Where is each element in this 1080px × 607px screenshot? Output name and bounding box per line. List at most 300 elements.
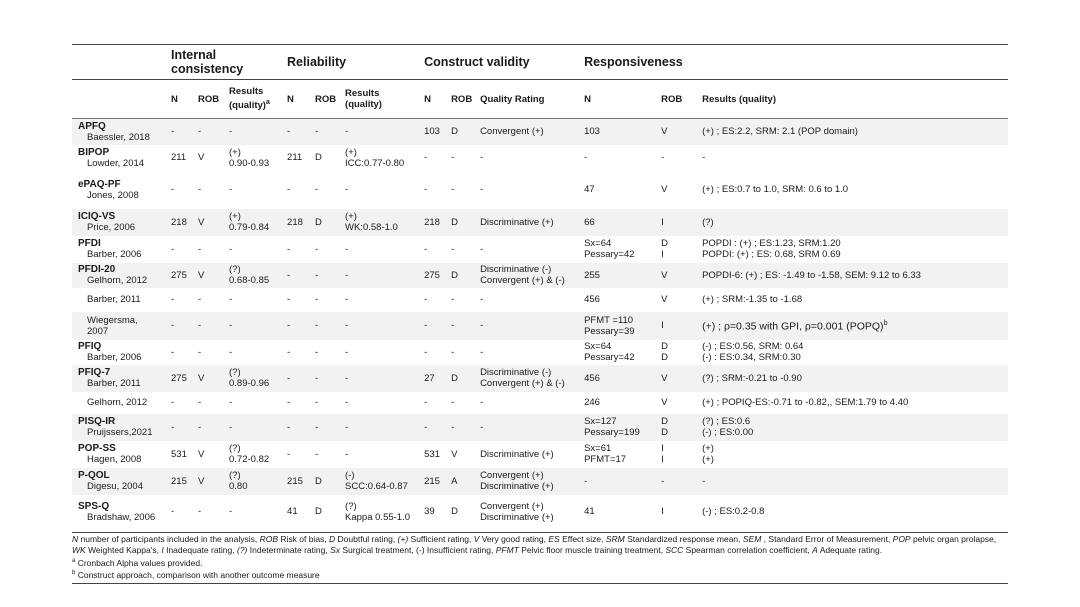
cv-n-value: 27 [424, 372, 435, 384]
cv-rob-header: ROB [445, 80, 474, 119]
resp-results-value-line2: (+) [702, 454, 714, 465]
abbreviation-meaning: pelvic organ prolapse, [910, 533, 997, 544]
resp-rob-value: - [661, 475, 665, 487]
abbreviation-key: WK [72, 544, 86, 555]
table-row [72, 441, 1008, 468]
resp-rob-cell [655, 414, 696, 441]
cv-rating-value: - [480, 243, 484, 255]
ic-rob-cell [192, 365, 223, 392]
ic-results-cell [223, 145, 281, 171]
instrument-cell [72, 392, 165, 414]
resp-rob-value: D [661, 341, 668, 352]
cv-rating-cell [474, 414, 578, 441]
resp-n-value-line2: Pessary=42 [584, 249, 635, 260]
ic-results-cell [223, 365, 281, 392]
instrument-name: APFQ [78, 120, 106, 132]
resp-n-value: 255 [584, 269, 600, 281]
ic-results-cell [223, 288, 281, 312]
cv-n-header: N [418, 80, 445, 119]
rel-rob-cell [309, 392, 339, 414]
cv-rob-value: D [451, 372, 458, 384]
ic-rob-cell [192, 145, 223, 171]
study-author-year: 2007 [87, 325, 109, 337]
rel-rob-value: - [315, 397, 319, 408]
ic-n-value: - [171, 421, 175, 433]
footnote-b: $^b$ Construct approach, comparison with another outcome measure [72, 570, 320, 581]
resp-results-cell [696, 392, 1008, 414]
ic-rob-value: - [198, 421, 202, 433]
rel-n-value: - [287, 372, 291, 384]
resp-n-cell [578, 495, 655, 529]
ic-rob-header: ROB [192, 80, 223, 119]
cv-n-cell [418, 119, 445, 145]
rel-rob-cell [309, 145, 339, 171]
ic-results-value: - [229, 294, 233, 305]
ic-results-cell [223, 441, 281, 468]
study-author: Barber, 2006 [87, 249, 142, 260]
ic-results-value: - [229, 421, 233, 433]
ic-results-value-line2: 0.72-0.82 [229, 454, 270, 465]
cv-n-value: - [424, 152, 428, 163]
ic-n-cell [165, 263, 192, 288]
ic-n-cell [165, 468, 192, 495]
ic-rob-value: - [198, 397, 202, 408]
abbreviation-key: ROB [259, 533, 278, 544]
cv-n-value: 39 [424, 506, 435, 517]
ic-results-cell [223, 468, 281, 495]
cv-rating-value: Convergent (+) [480, 500, 544, 512]
cv-rob-cell [445, 392, 474, 414]
rel-rob-value: D [315, 506, 322, 517]
ic-results-value: (?) [229, 367, 241, 378]
ic-n-cell [165, 171, 192, 209]
ic-rob-value: V [198, 269, 205, 281]
study-author: Lowder, 2014 [87, 157, 145, 169]
rel-n-value: - [287, 320, 291, 331]
rel-n-cell [281, 312, 309, 340]
cv-n-value: - [424, 184, 428, 195]
ic-n-value: - [171, 294, 175, 305]
instrument-cell [72, 414, 165, 441]
group-header-blank [72, 45, 165, 80]
resp-n-value: 41 [584, 506, 595, 517]
ic-n-cell [165, 340, 192, 365]
ic-n-cell [165, 495, 192, 529]
cv-n-value: - [424, 320, 428, 331]
ic-results-value: - [229, 184, 233, 195]
rel-rob-value: - [315, 421, 319, 433]
resp-rob-header: ROB [655, 80, 696, 119]
resp-n-value: - [584, 475, 588, 487]
cv-rob-cell [445, 441, 474, 468]
rel-results-value-line2: Kappa 0.55-1.0 [345, 511, 411, 523]
ic-results-value-line2: 0.80 [229, 481, 248, 492]
instrument-name: PISQ-IR [78, 416, 116, 427]
cv-rating-cell [474, 365, 578, 392]
instrument-name: PFDI-20 [78, 264, 116, 275]
cv-rob-value: D [451, 126, 458, 138]
ic-results-cell [223, 171, 281, 209]
resp-results-value: (+) ; ρ=0.35 with GPI, ρ=0.001 (POPQ) [702, 320, 884, 333]
instrument-cell [72, 312, 165, 340]
rel-rob-value: - [315, 294, 319, 305]
resp-n-value: 456 [584, 294, 600, 305]
abbreviation-meaning: Indeterminate rating, [247, 544, 331, 555]
ic-rob-value: - [198, 346, 202, 358]
ic-results-value-line2: 0.89-0.96 [229, 378, 270, 389]
resp-results-value: (-) ; ES:0.56, SRM: 0.64 [702, 341, 804, 352]
table-row [72, 312, 1008, 340]
instrument-cell [72, 145, 165, 171]
cv-n-cell [418, 468, 445, 495]
resp-n-value: 246 [584, 397, 600, 408]
abbreviation-key: D [329, 533, 336, 544]
cv-rob-value: D [451, 216, 458, 228]
abbreviation-meaning: number of participants included in the analysis, [78, 533, 260, 544]
cv-rating-cell [474, 119, 578, 145]
resp-results-cell [696, 145, 1008, 171]
resp-rob-value-line2: D [661, 427, 668, 438]
cv-rating-cell [474, 312, 578, 340]
resp-results-cell [696, 468, 1008, 495]
resp-n-cell [578, 236, 655, 263]
resp-rob-value: I [661, 443, 664, 454]
abbreviation-key: SCC [665, 544, 684, 555]
rel-rob-cell [309, 119, 339, 145]
ic-n-cell [165, 441, 192, 468]
resp-n-cell [578, 171, 655, 209]
instrument-name: SPS-Q [78, 500, 110, 512]
resp-rob-value: I [661, 320, 664, 331]
ic-n-value: 275 [171, 269, 187, 281]
cv-rating-value: - [480, 184, 484, 195]
cv-rating-cell [474, 171, 578, 209]
rel-results-cell [339, 495, 418, 529]
resp-results-value: - [702, 475, 706, 487]
psychometric-properties-table [72, 44, 1008, 529]
ic-rob-cell [192, 468, 223, 495]
rel-rob-cell [309, 312, 339, 340]
resp-rob-value: V [661, 294, 668, 305]
ic-n-value: 275 [171, 372, 187, 384]
rel-results-value: - [345, 372, 349, 384]
rel-results-value: - [345, 421, 349, 433]
table-row [72, 288, 1008, 312]
ic-rob-cell [192, 288, 223, 312]
cv-n-value: - [424, 421, 428, 433]
rel-n-cell [281, 414, 309, 441]
instrument-cell [72, 209, 165, 236]
resp-n-value-line2: Pessary=39 [584, 325, 635, 337]
abbreviation-key: PFMT [495, 544, 519, 555]
rel-n-value: - [287, 397, 291, 408]
abbreviation-meaning: Surgical treatment, (-) Insufficient rating, [340, 544, 496, 555]
abbreviation-key: POP [892, 533, 911, 544]
resp-n-value: Sx=64 [584, 238, 612, 249]
resp-rob-cell [655, 340, 696, 365]
cv-rob-cell [445, 414, 474, 441]
ic-rob-value: V [198, 372, 205, 384]
resp-n-cell [578, 468, 655, 495]
study-author: Barber, 2006 [87, 352, 142, 363]
resp-results-value: POPDI : (+) ; ES:1.23, SRM:1.20 [702, 238, 841, 249]
rel-results-value: - [345, 294, 349, 305]
ic-results-header: Results (quality)$^a$ [223, 80, 281, 119]
ic-n-value: - [171, 320, 175, 331]
resp-rob-value-line2: I [661, 249, 664, 260]
table-row [72, 340, 1008, 365]
abbreviation-meaning: Effect size, [559, 533, 606, 544]
rel-results-cell [339, 392, 418, 414]
abbreviation-meaning: Weighted Kappa's, [85, 544, 162, 555]
cv-rob-value: - [451, 294, 455, 305]
table-row [72, 171, 1008, 209]
cv-rating-value-line2: Convergent (+) & (-) [480, 378, 565, 389]
cv-n-value: 218 [424, 216, 440, 228]
study-author: Gelhorn, 2012 [87, 397, 148, 408]
rel-n-value: - [287, 126, 291, 138]
resp-rob-cell [655, 495, 696, 529]
resp-results-value: (-) ; ES:0.2-0.8 [702, 506, 765, 517]
resp-n-value: Sx=61 [584, 443, 612, 454]
cv-rob-cell [445, 145, 474, 171]
rel-n-value: - [287, 448, 291, 460]
rel-n-cell [281, 145, 309, 171]
cv-rating-value: Discriminative (+) [480, 216, 554, 228]
resp-rob-value: - [661, 152, 665, 163]
rel-n-cell [281, 365, 309, 392]
ic-results-value: (+) [229, 146, 241, 158]
sub-header-blank [72, 80, 165, 119]
rel-rob-value: D [315, 216, 322, 228]
ic-results-value: - [229, 126, 233, 138]
abbreviation-meaning: Risk of bias, [278, 533, 330, 544]
rel-n-cell [281, 288, 309, 312]
ic-n-value: 215 [171, 475, 187, 487]
cv-rating-value: - [480, 397, 484, 408]
cv-rob-cell [445, 171, 474, 209]
cv-rob-cell [445, 236, 474, 263]
resp-rob-value: D [661, 416, 668, 427]
instrument-name: PFIQ [78, 341, 102, 352]
cv-rating-value: Discriminative (-) [480, 367, 552, 378]
ic-results-value: - [229, 506, 233, 517]
abbreviation-key: (+) [397, 533, 409, 544]
table-row [72, 145, 1008, 171]
rel-n-cell [281, 119, 309, 145]
rel-n-cell [281, 263, 309, 288]
instrument-name: PFDI [78, 238, 101, 249]
abbreviation-key: V [473, 533, 480, 544]
cv-rob-cell [445, 468, 474, 495]
rel-rob-header: ROB [309, 80, 339, 119]
resp-n-value-line2: Pessary=199 [584, 427, 640, 438]
cv-rob-value: - [451, 320, 455, 331]
study-author: Barber, 2011 [87, 294, 141, 305]
cv-rob-cell [445, 340, 474, 365]
instrument-cell [72, 119, 165, 145]
abbreviation-key: SRM [605, 533, 625, 544]
ic-rob-cell [192, 209, 223, 236]
rel-results-value: (+) [345, 211, 357, 222]
resp-results-value: (+) [702, 443, 714, 454]
ic-rob-value: - [198, 320, 202, 331]
ic-results-value: (?) [229, 264, 241, 275]
ic-rob-cell [192, 495, 223, 529]
resp-rob-value: D [661, 238, 668, 249]
rel-n-cell [281, 392, 309, 414]
cv-n-cell [418, 414, 445, 441]
ic-n-cell [165, 288, 192, 312]
study-author: Digesu, 2004 [87, 481, 143, 492]
cv-n-value: - [424, 346, 428, 358]
ic-results-cell [223, 495, 281, 529]
instrument-cell [72, 340, 165, 365]
resp-rob-cell [655, 365, 696, 392]
rel-rob-cell [309, 263, 339, 288]
rel-results-cell [339, 119, 418, 145]
rel-rob-value: - [315, 372, 319, 384]
rel-n-cell [281, 209, 309, 236]
resp-rob-value: V [661, 372, 668, 384]
resp-results-value-line2: (-) : ES:0.34, SRM:0.30 [702, 352, 801, 363]
cv-rating-value-line2: Discriminative (+) [480, 481, 554, 492]
rel-rob-cell [309, 495, 339, 529]
rel-results-cell [339, 171, 418, 209]
cv-n-value: 275 [424, 269, 440, 281]
resp-results-cell [696, 365, 1008, 392]
resp-rob-value: V [661, 184, 668, 195]
resp-rob-value: I [661, 506, 664, 517]
resp-rob-cell [655, 288, 696, 312]
resp-n-value: 456 [584, 372, 600, 384]
rel-n-value: - [287, 346, 291, 358]
study-author: Gelhorn, 2012 [87, 275, 148, 286]
rel-n-value: - [287, 184, 291, 195]
cv-n-value: 103 [424, 126, 440, 138]
cv-n-cell [418, 495, 445, 529]
study-author: Jones, 2008 [87, 189, 139, 201]
rel-rob-value: - [315, 184, 319, 195]
cv-n-cell [418, 209, 445, 236]
ic-rob-cell [192, 392, 223, 414]
cv-rob-value: D [451, 506, 458, 517]
cv-rating-cell [474, 495, 578, 529]
rel-results-cell [339, 209, 418, 236]
rel-n-cell [281, 441, 309, 468]
rel-n-value: 41 [287, 506, 298, 517]
rel-results-value: - [345, 269, 349, 281]
cv-rating-cell [474, 209, 578, 236]
ic-n-value: - [171, 126, 175, 138]
abbreviation-key: Sx [330, 544, 340, 555]
ic-n-cell [165, 119, 192, 145]
cv-rating-value: Convergent (+) [480, 470, 544, 481]
rel-rob-cell [309, 441, 339, 468]
rel-n-value: - [287, 269, 291, 281]
rel-rob-cell [309, 288, 339, 312]
resp-n-cell [578, 414, 655, 441]
ic-results-value: - [229, 320, 233, 331]
rel-rob-value: - [315, 243, 319, 255]
ic-results-cell [223, 236, 281, 263]
study-author: Barber, 2011 [87, 378, 141, 389]
ic-results-value: (?) [229, 470, 241, 481]
resp-n-cell [578, 392, 655, 414]
rel-n-value: - [287, 243, 291, 255]
cv-rating-value: Discriminative (-) [480, 264, 552, 275]
ic-rob-cell [192, 119, 223, 145]
ic-results-cell [223, 340, 281, 365]
resp-results-header: Results (quality) [696, 80, 1008, 119]
cv-rob-cell [445, 263, 474, 288]
instrument-name: P-QOL [78, 470, 110, 481]
rel-results-value: (-) [345, 470, 355, 481]
cv-n-value: 531 [424, 448, 440, 460]
resp-n-cell [578, 312, 655, 340]
resp-results-value: (?) ; ES:0.6 [702, 416, 751, 427]
rel-results-value: (+) [345, 146, 357, 158]
resp-results-cell [696, 236, 1008, 263]
cv-rob-cell [445, 119, 474, 145]
ic-rob-value: - [198, 294, 202, 305]
instrument-cell [72, 263, 165, 288]
ic-rob-value: V [198, 216, 205, 228]
ic-n-cell [165, 209, 192, 236]
rel-results-value: - [345, 346, 349, 358]
cv-rob-value: - [451, 184, 455, 195]
cv-rating-cell [474, 263, 578, 288]
rel-n-cell [281, 236, 309, 263]
rel-rob-value: - [315, 269, 319, 281]
instrument-name: ICIQ-VS [78, 211, 116, 222]
cv-rating-value: - [480, 152, 484, 163]
rel-n-cell [281, 468, 309, 495]
table-row [72, 209, 1008, 236]
resp-rob-cell [655, 441, 696, 468]
resp-n-value-line2: Pessary=42 [584, 352, 635, 363]
resp-n-cell [578, 209, 655, 236]
ic-n-cell [165, 236, 192, 263]
cv-n-cell [418, 312, 445, 340]
rel-results-cell [339, 340, 418, 365]
abbreviation-meaning: Pelvic floor muscle training treatment, [518, 544, 666, 555]
rel-results-cell [339, 441, 418, 468]
cv-rating-cell [474, 288, 578, 312]
ic-rob-value: - [198, 243, 202, 255]
cv-rob-value: - [451, 152, 455, 163]
rel-n-value: - [287, 294, 291, 305]
ic-n-value: 218 [171, 216, 187, 228]
ic-rob-cell [192, 441, 223, 468]
rel-n-value: - [287, 421, 291, 433]
resp-rob-value-line2: I [661, 454, 664, 465]
instrument-cell [72, 236, 165, 263]
cv-rating-cell [474, 340, 578, 365]
rel-rob-cell [309, 365, 339, 392]
resp-results-cell [696, 288, 1008, 312]
resp-results-value-line2: POPDI: (+) ; ES: 0.68, SRM 0.69 [702, 249, 841, 260]
abbreviation-meaning: Inadequate rating, [163, 544, 237, 555]
rel-results-value: - [345, 243, 349, 255]
resp-rob-cell [655, 209, 696, 236]
instrument-cell [72, 468, 165, 495]
rel-rob-value: - [315, 346, 319, 358]
resp-results-cell [696, 340, 1008, 365]
cv-rob-cell [445, 209, 474, 236]
rel-results-value-line2: SCC:0.64-0.87 [345, 481, 408, 492]
rel-n-cell [281, 495, 309, 529]
